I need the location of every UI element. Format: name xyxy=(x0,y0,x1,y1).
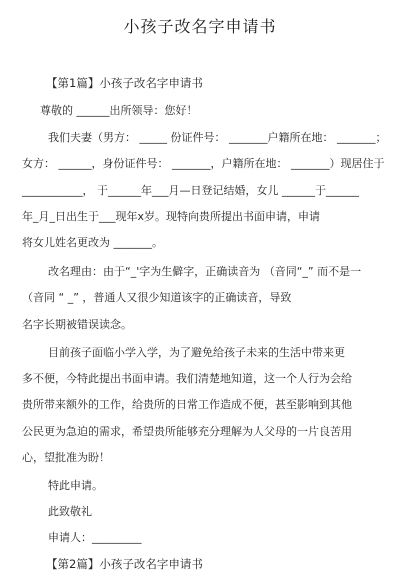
salutation: 尊敬的 ______出所领导：您好！ xyxy=(40,104,198,117)
paragraph-2-line-2: （音同 “ _” ，普通人又很少知道该字的正确读音，导致 xyxy=(22,291,292,304)
paragraph-3-line-3: 贵所带来额外的工作，给贵所的日常工作造成不便，甚至影响到其他 xyxy=(22,398,352,411)
paragraph-1-line-3: ___________， 于______年___月—日登记结婚，女儿 ______于______ xyxy=(22,184,359,197)
paragraph-3-line-4: 公民更为急迫的需求，希望贵所能够充分理解为人父母的一片良苦用 xyxy=(22,425,352,438)
section-heading-2: 【第2篇】小孩子改名字申请书 xyxy=(46,557,203,571)
paragraph-2-line-1: 改名理由：由于“_'字为生僻字，正确读音为 （音同“_” 而不是一 xyxy=(48,265,362,278)
paragraph-1-line-1: 我们夫妻（男方： _____ 份证件号： _______户籍所在地： _______； xyxy=(48,131,387,144)
closing-line: 特此申请。 xyxy=(48,479,103,492)
paragraph-3-line-5: 心，望批准为盼！ xyxy=(22,451,110,464)
applicant-signature-line: 申请人：_________ xyxy=(48,531,142,544)
salute-line: 此致敬礼 xyxy=(48,505,92,518)
paragraph-1-line-5: 将女儿姓名更改为 _______。 xyxy=(22,236,163,249)
paragraph-1-line-2: 女方： ______，身份证件号： _______，户籍所在地： _______）现居住于 xyxy=(22,157,385,170)
paragraph-2-line-3: 名字长期被错误读念。 xyxy=(22,318,132,331)
section-heading-1: 【第1篇】小孩子改名字申请书 xyxy=(46,76,203,90)
paragraph-3-line-1: 目前孩子面临小学入学，为了避免给孩子未来的生活中带来更 xyxy=(48,346,345,359)
document-title: 小孩子改名字申请书 xyxy=(123,17,277,36)
paragraph-3-line-2: 多不便，今特此提出书面申请。我们清楚地知道，这一个人行为会给 xyxy=(22,372,352,385)
paragraph-1-line-4: 年_月_日出生于___现年x岁。现特向贵所提出书面申请，申请 xyxy=(22,210,321,223)
